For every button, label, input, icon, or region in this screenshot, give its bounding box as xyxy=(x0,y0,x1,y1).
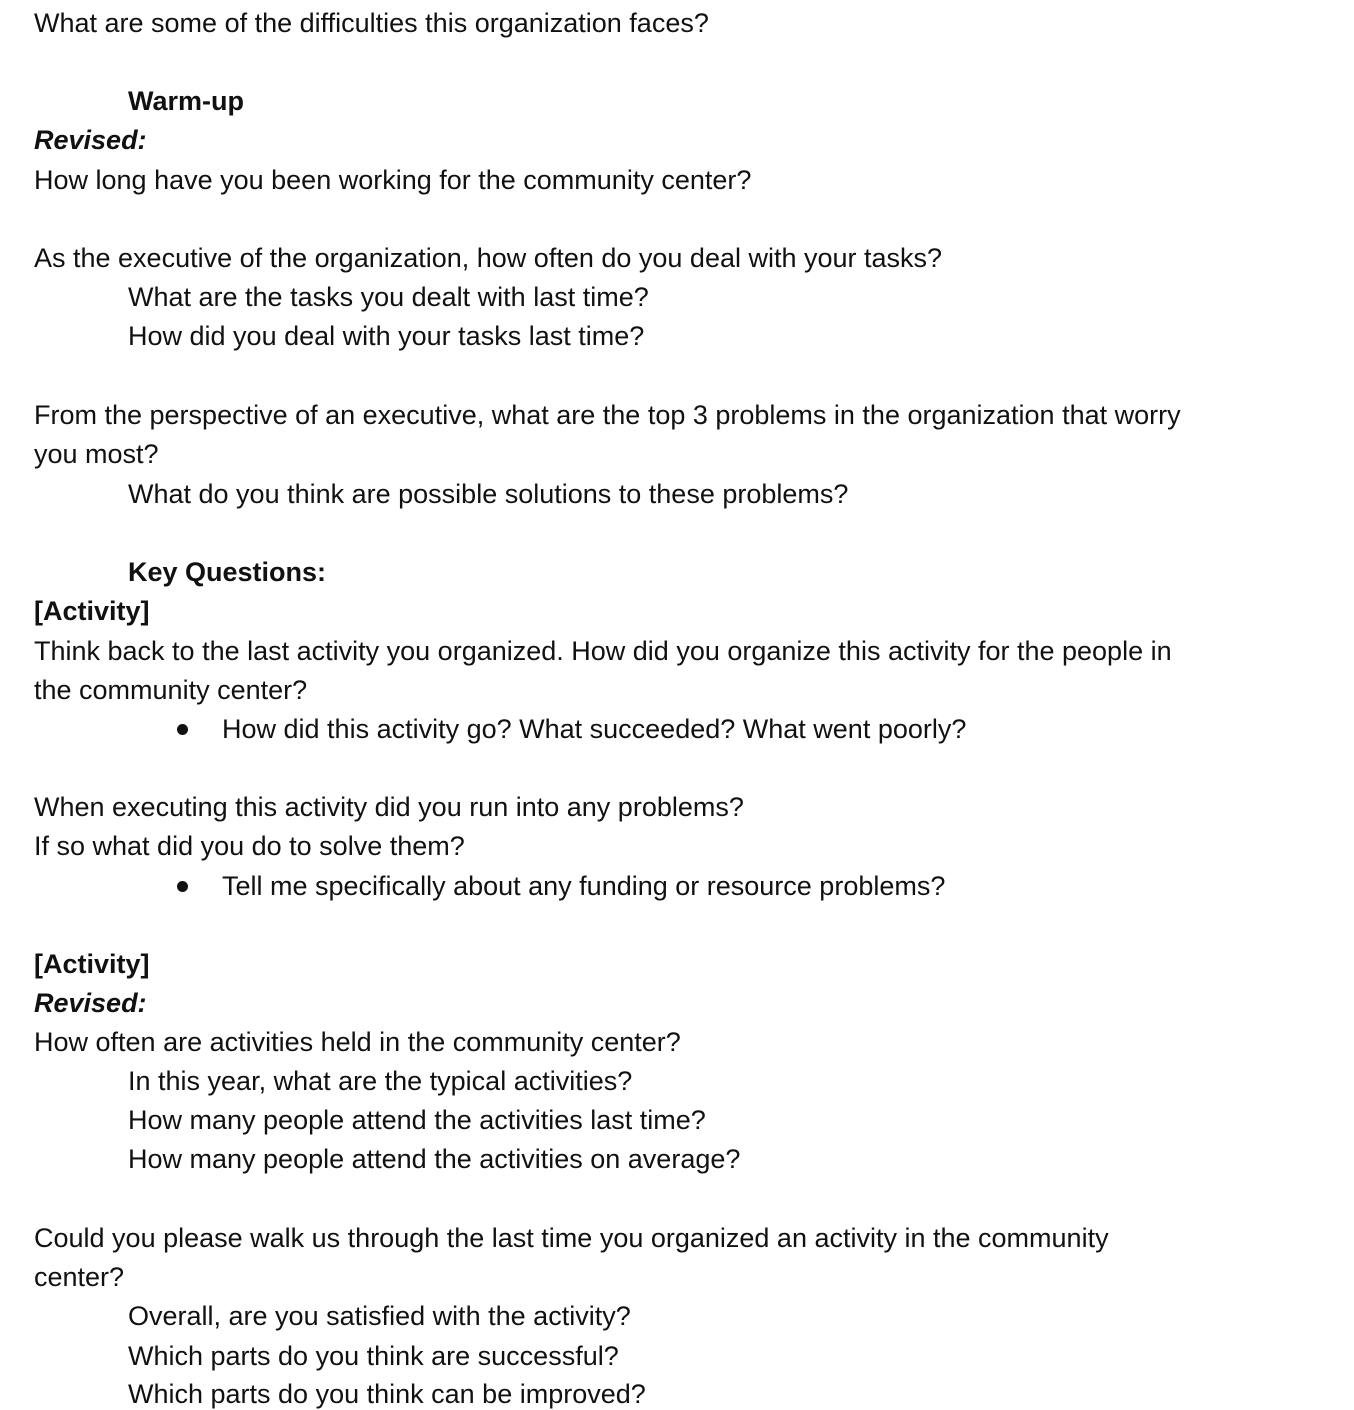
activity-2-question-1-sub-3: How many people attend the activities on average? xyxy=(128,1144,741,1174)
warmup-question-2-sub-2: How did you deal with your tasks last time? xyxy=(128,321,645,351)
warmup-question-3-line-1: From the perspective of an executive, what are the top 3 problems in the organization that worry xyxy=(34,400,1181,430)
activity-question-1-bullet: How did this activity go? What succeeded? What went poorly? xyxy=(222,714,967,744)
activity-2-question-1-sub-2: How many people attend the activities last time? xyxy=(128,1105,706,1135)
activity-2-question-2-sub-1: Overall, are you satisfied with the activity? xyxy=(128,1301,631,1331)
activity-2-question-2-sub-2: Which parts do you think are successful? xyxy=(128,1341,619,1371)
activity-2-question-2-sub-3: Which parts do you think can be improved? xyxy=(128,1379,646,1409)
warmup-heading: Warm-up xyxy=(128,86,244,116)
warmup-question-1: How long have you been working for the community center? xyxy=(34,165,752,195)
warmup-question-2: As the executive of the organization, how often do you deal with your tasks? xyxy=(34,243,943,273)
warmup-question-3-line-2: you most? xyxy=(34,439,159,469)
revised-label-2: Revised: xyxy=(34,988,147,1018)
activity-question-1-line-1: Think back to the last activity you organized. How did you organize this activity for the people in xyxy=(34,636,1172,666)
activity-2-question-2-line-2: center? xyxy=(34,1262,125,1292)
activity-label: [Activity] xyxy=(34,596,150,626)
activity-2-question-2-line-1: Could you please walk us through the last time you organized an activity in the community xyxy=(34,1223,1109,1253)
activity-question-2-line-2: If so what did you do to solve them? xyxy=(34,831,465,861)
intro-question: What are some of the difficulties this organization faces? xyxy=(34,8,709,38)
key-questions-heading: Key Questions: xyxy=(128,557,327,587)
activity-2-question-1-sub-1: In this year, what are the typical activities? xyxy=(128,1066,633,1096)
activity-question-2-line-1: When executing this activity did you run into any problems? xyxy=(34,792,744,822)
warmup-question-3-sub-1: What do you think are possible solutions to these problems? xyxy=(128,479,849,509)
activity-question-1-line-2: the community center? xyxy=(34,675,308,705)
bullet-marker xyxy=(174,878,190,894)
bullet-marker xyxy=(174,721,190,737)
activity-question-2-bullet: Tell me specifically about any funding or resource problems? xyxy=(222,871,946,901)
activity-label-2: [Activity] xyxy=(34,949,150,979)
activity-2-question-1: How often are activities held in the community center? xyxy=(34,1027,681,1057)
warmup-question-2-sub-1: What are the tasks you dealt with last time? xyxy=(128,282,649,312)
revised-label: Revised: xyxy=(34,125,147,155)
